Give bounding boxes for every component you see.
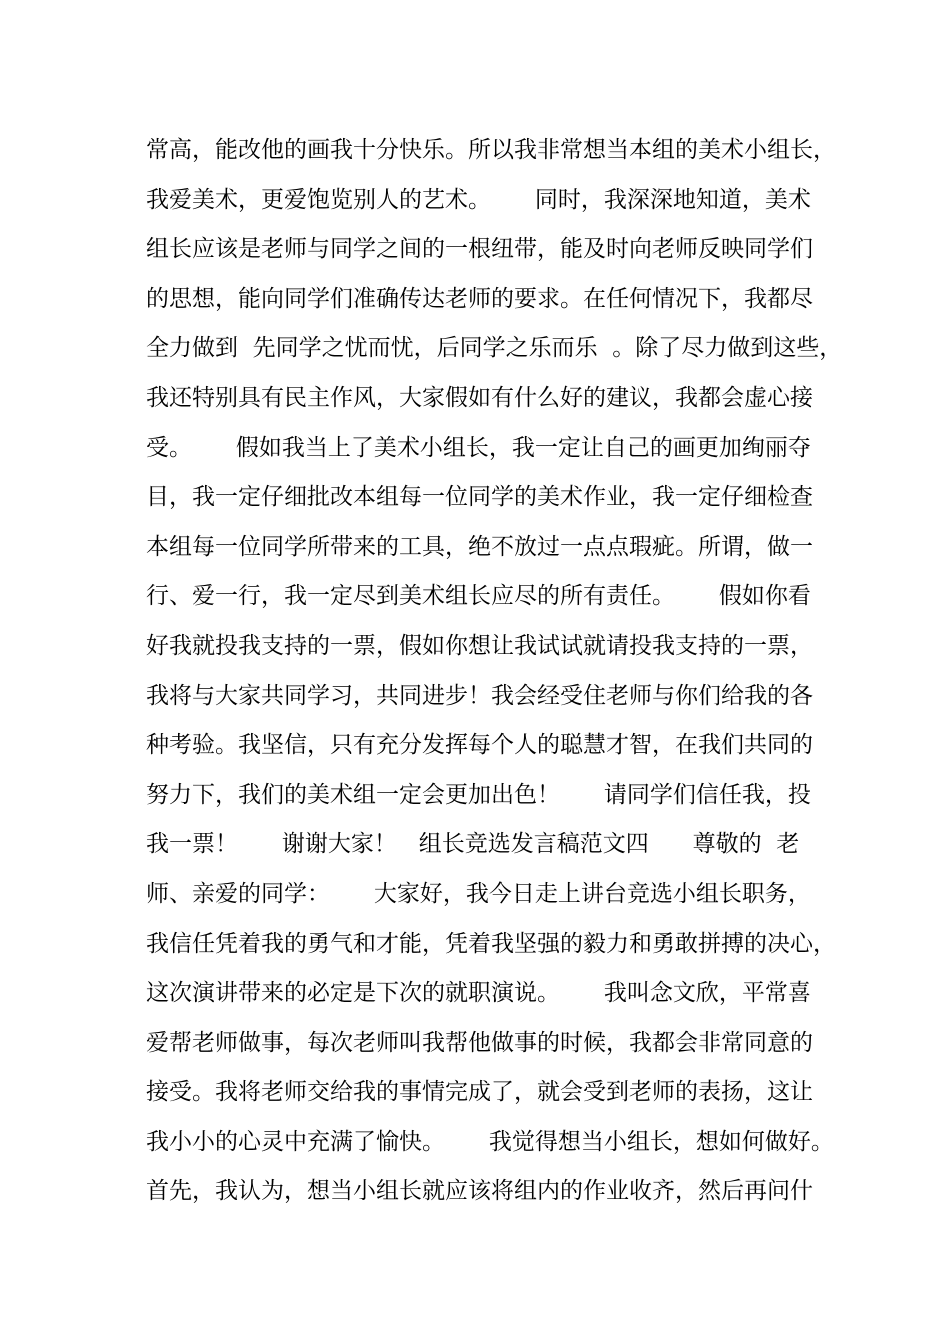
text-line: 本组每一位同学所带来的工具，绝不放过一点点瑕疵。所谓，做一 (146, 533, 813, 560)
text-line: 这次演讲带来的必定是下次的就职演说。 我叫念文欣，平常喜 (146, 980, 811, 1007)
text-line: 组长应该是老师与同学之间的一根纽带，能及时向老师反映同学们 (146, 236, 813, 263)
text-line: 我还特别具有民主作风，大家假如有什么好的建议，我都会虚心接 (146, 384, 813, 411)
text-line: 努力下，我们的美术组一定会更加出色！ 请同学们信任我，投 (146, 781, 811, 808)
text-line: 我将与大家共同学习，共同进步！我会经受住老师与你们给我的各 (146, 682, 813, 709)
text-line: 全力做到 先同学之忧而忧，后同学之乐而乐 。除了尽力做到这些， (146, 335, 843, 362)
text-line: 目，我一定仔细批改本组每一位同学的美术作业，我一定仔细检查 (146, 484, 813, 511)
text-line: 我爱美术，更爱饱览别人的艺术。 同时，我深深地知道，美术 (146, 186, 811, 213)
text-line: 接受。我将老师交给我的事情完成了，就会受到老师的表扬，这让 (146, 1079, 813, 1106)
text-line: 种考验。我坚信，只有充分发挥每个人的聪慧才智，在我们共同的 (146, 732, 813, 759)
text-line: 的思想，能向同学们准确传达老师的要求。在任何情况下，我都尽 (146, 285, 813, 312)
body-text (146, 126, 846, 1217)
text-line: 好我就投我支持的一票，假如你想让我试试就请投我支持的一票， (146, 632, 813, 659)
text-line: 我信任凭着我的勇气和才能，凭着我坚强的毅力和勇敢拼搏的决心， (146, 930, 836, 957)
text-line: 首先，我认为，想当小组长就应该将组内的作业收齐，然后再问什 (146, 1178, 813, 1205)
text-line: 我一票！ 谢谢大家！ 组长竞选发言稿范文四 尊敬的 老 (146, 831, 800, 858)
text-line: 爱帮老师做事，每次老师叫我帮他做事的时候，我都会非常同意的 (146, 1029, 813, 1056)
text-line: 师、亲爱的同学： 大家好，我今日走上讲台竞选小组长职务， (146, 880, 811, 907)
text-line: 行、爱一行，我一定尽到美术组长应尽的所有责任。 假如你看 (146, 583, 811, 610)
text-line: 我小小的心灵中充满了愉快。 我觉得想当小组长，想如何做好。 (146, 1128, 834, 1155)
text-line: 受。 假如我当上了美术小组长，我一定让自己的画更加绚丽夺 (146, 434, 811, 461)
text-line: 常高，能改他的画我十分快乐。所以我非常想当本组的美术小组长， (146, 137, 836, 163)
